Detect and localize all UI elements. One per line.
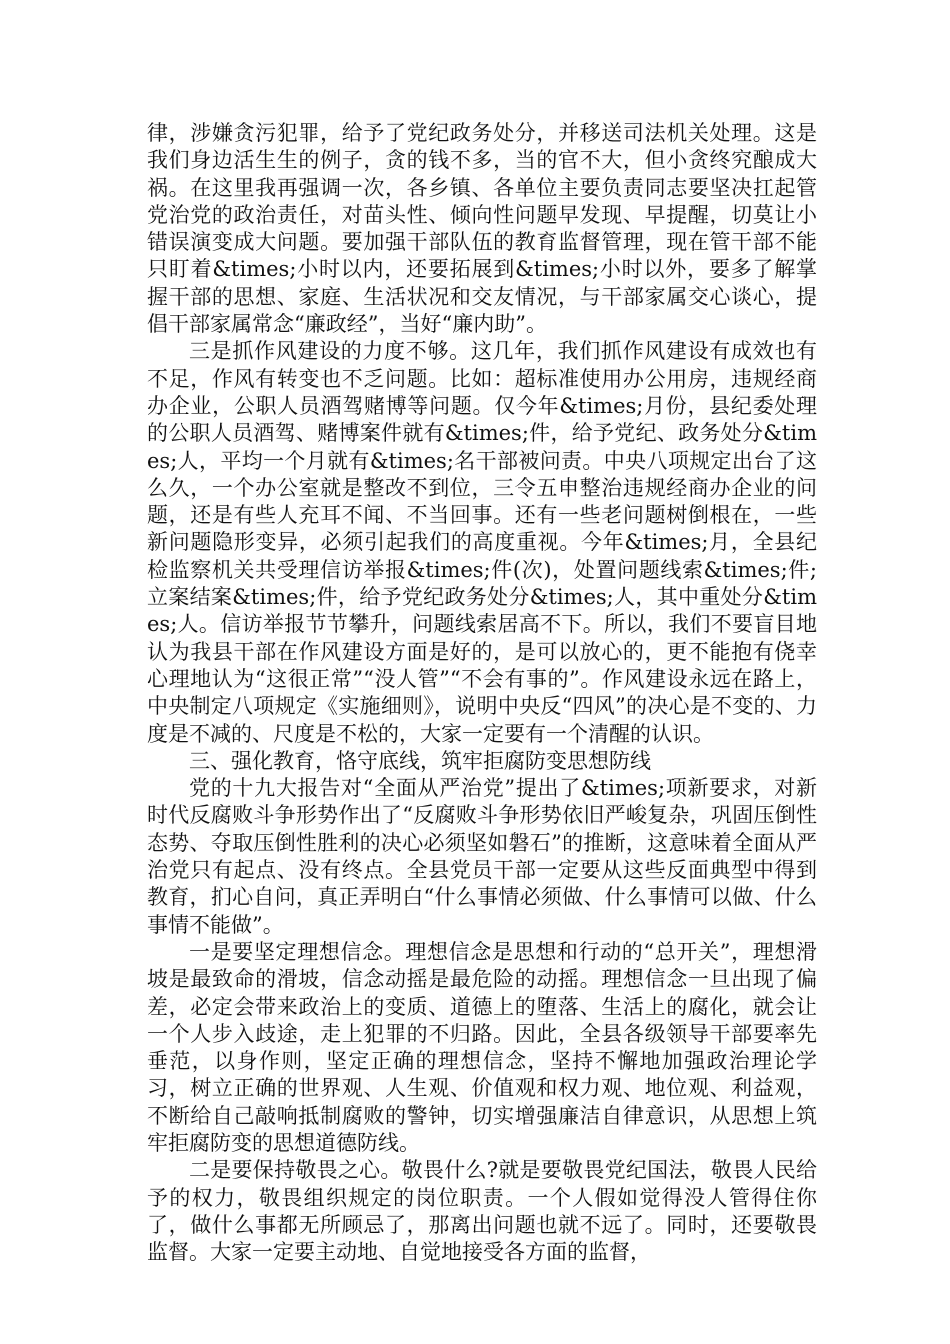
document-body — [147, 120, 817, 1266]
paragraph: 三是抓作风建设的力度不够。这几年，我们抓作风建设有成效也有不足，作风有转变也不乏问题。比如：超标准使用办公用房，违规经商办企业，公职人员酒驾赌博等问题。仅今年&times;月份，县纪委处理的公职人员酒驾、赌博案件就有&times;件，给予党纪、政务处分&times;人，平均一个月就有&times;名干部被问责。中央八项规定出台了这么久，一个办公室就是整改不到位，三令五申整治违规经商办企业的问题，还是有些人充耳不闻、不当回事。还有一些老问题树倒根在，一些新问题隐形变异，必须引起我们的高度重视。今年&times;月，全县纪检监察机关共受理信访举报&times;件(次)，处置问题线索&times;件;立案结案&times;件，给予党纪政务处分&times;人，其中重处分&times;人。信访举报节节攀升，问题线索居高不下。所以，我们不要盲目地认为我县干部在作风建设方面是好的，是可以放心的，更不能抱有侥幸心理地认为“这很正常”“没人管”“不会有事的”。作风建设永远在路上，中央制定八项规定《实施细则》，说明中央反“四风”的决心是不变的、力度是不减的、尺度是不松的，大家一定要有一个清醒的认识。 — [147, 339, 817, 746]
paragraph: 二是要保持敬畏之心。敬畏什么?就是要敬畏党纪国法，敬畏人民给予的权力，敬畏组织规定的岗位职责。一个人假如觉得没人管得住你了，做什么事都无所顾忌了，那离出问题也就不远了。同时，还要敬畏监督。大家一定要主动地、自觉地接受各方面的监督， — [147, 1158, 817, 1265]
paragraph: 一是要坚定理想信念。理想信念是思想和行动的“总开关”，理想滑坡是最致命的滑坡，信念动摇是最危险的动摇。理想信念一旦出现了偏差，必定会带来政治上的变质、道德上的堕落、生活上的腐化，就会让一个人步入歧途，走上犯罪的不归路。因此，全县各级领导干部要率先垂范，以身作则，坚定正确的理想信念，坚持不懈地加强政治理论学习，树立正确的世界观、人生观、价值观和权力观、地位观、利益观，不断给自己敲响抵制腐败的警钟，切实增强廉洁自律意识，从思想上筑牢拒腐防变的思想道德防线。 — [147, 939, 817, 1155]
paragraph: 律，涉嫌贪污犯罪，给予了党纪政务处分，并移送司法机关处理。这是我们身边活生生的例子，贪的钱不多，当的官不大，但小贪终究酿成大祸。在这里我再强调一次，各乡镇、各单位主要负责同志要坚决扛起管党治党的政治责任，对苗头性、倾向性问题早发现、早提醒，切莫让小错误演变成大问题。要加强干部队伍的教育监督管理，现在管干部不能只盯着&times;小时以内，还要拓展到&times;小时以外，要多了解掌握干部的思想、家庭、生活状况和交友情况，与干部家属交心谈心，提倡干部家属常念“廉政经”，当好“廉内助”。 — [147, 121, 817, 337]
paragraph: 党的十九大报告对“全面从严治党”提出了&times;项新要求，对新时代反腐败斗争形势作出了“反腐败斗争形势依旧严峻复杂，巩固压倒性态势、夺取压倒性胜利的决心必须坚如磐石”的推断，这意味着全面从严治党只有起点、没有终点。全县党员干部一定要从这些反面典型中得到教育，扪心自问，真正弄明白“什么事情必须做、什么事情可以做、什么事情不能做”。 — [147, 776, 817, 937]
section-heading: 三、强化教育，恪守底线，筑牢拒腐防变思想防线 — [189, 748, 651, 773]
